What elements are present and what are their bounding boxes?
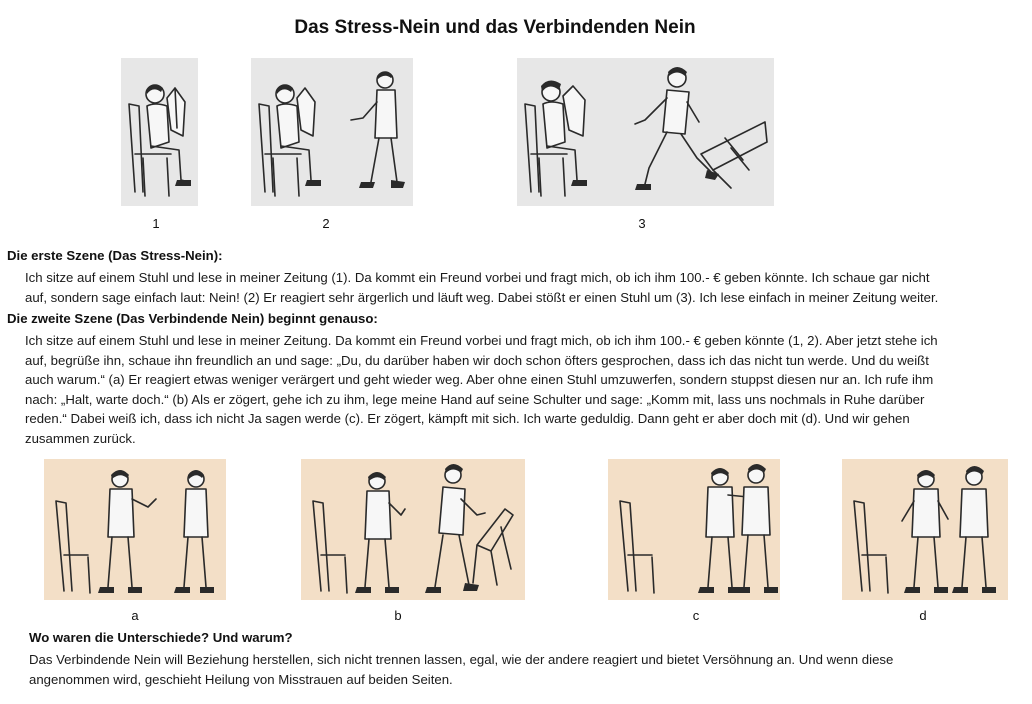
scene1-heading: Die erste Szene (Das Stress-Nein): xyxy=(7,248,223,263)
caption-3: 3 xyxy=(638,216,646,231)
scene2-line-3: auch warum.“ (a) Er reagiert etwas weniger verärgert und geht wieder weg. Aber ohne einen Stuhl umzuwerfen, sondern stuppst diesen nur an. Ich rufe ihm xyxy=(25,372,934,387)
scene2-line-1: Ich sitze auf einem Stuhl und lese in meiner Zeitung. Da kommt ein Freund vorbei und fragt mich, ob ich ihm 100.- € geben könnte (1, 2). Aber jetzt stehe ich xyxy=(25,333,938,348)
illustration-2-friend-asks xyxy=(251,58,413,206)
scene1-line-1: Ich sitze auf einem Stuhl und lese in meiner Zeitung (1). Da kommt ein Freund vorbei und fragt mich, ob ich ihm 100.- € geben könnte. Ich schaue gar nicht xyxy=(25,270,930,285)
scene1-text xyxy=(25,268,1025,307)
caption-1: 1 xyxy=(152,216,160,231)
scene2-line-6: zusammen zurück. xyxy=(25,430,136,446)
illustration-d-walking-together xyxy=(842,459,1008,600)
answer-line-2: angenommen wird, geschieht Heilung von Misstrauen auf beiden Seiten. xyxy=(29,672,453,687)
page-title: Das Stress-Nein und das Verbindenden Nein xyxy=(294,17,696,38)
caption-b: b xyxy=(394,608,402,623)
illustration-a-greeting xyxy=(44,459,226,600)
scene2-line-2: auf, begrüße ihn, schaue ihn freundlich an und sage: „Du, du darüber haben wir doch schon öfters gesprochen, dass ich das nicht tun werde. Und du weißt xyxy=(25,352,929,368)
illustration-c-hand-on-shoulder xyxy=(608,459,780,600)
scene2-heading: Die zweite Szene (Das Verbindende Nein) beginnt genauso: xyxy=(7,311,378,326)
answer-text xyxy=(29,650,1019,690)
scene2-text xyxy=(25,331,1025,448)
caption-d: d xyxy=(919,608,927,623)
caption-c: c xyxy=(692,608,700,623)
illustration-1-reading xyxy=(121,58,198,206)
answer-line-1: Das Verbindende Nein will Beziehung herstellen, sich nicht trennen lassen, egal, wie der andere reagiert und bietet Versöhnung an. Und wenn diese xyxy=(29,652,894,667)
caption-2: 2 xyxy=(322,216,330,231)
illustration-3-friend-leaves xyxy=(517,58,774,206)
scene2-line-5: reden.“ Dabei weiß ich, dass ich nicht Ja sagen werde (c). Er zögert, kämpft mit sich. Ich warte geduldig. Dann geht er aber doch mit (d). Und wir gehen xyxy=(25,411,910,426)
scene2-line-4: nach: „Halt, warte doch.“ (b) Als er zögert, gehe ich zu ihm, lege meine Hand auf seine Schulter und sage: „Komm mit, lass uns nochmals in Ruhe darüber xyxy=(25,391,925,407)
question-heading: Wo waren die Unterschiede? Und warum? xyxy=(29,630,293,645)
caption-a: a xyxy=(131,608,139,623)
illustration-b-call-back xyxy=(301,459,525,600)
scene1-line-2: auf, sondern sage einfach laut: Nein! (2) Er reagiert sehr ärgerlich und läuft weg. Dabei stößt er einen Stuhl um (3). Ich lese einfach in meiner Zeitung weiter. xyxy=(25,289,939,305)
